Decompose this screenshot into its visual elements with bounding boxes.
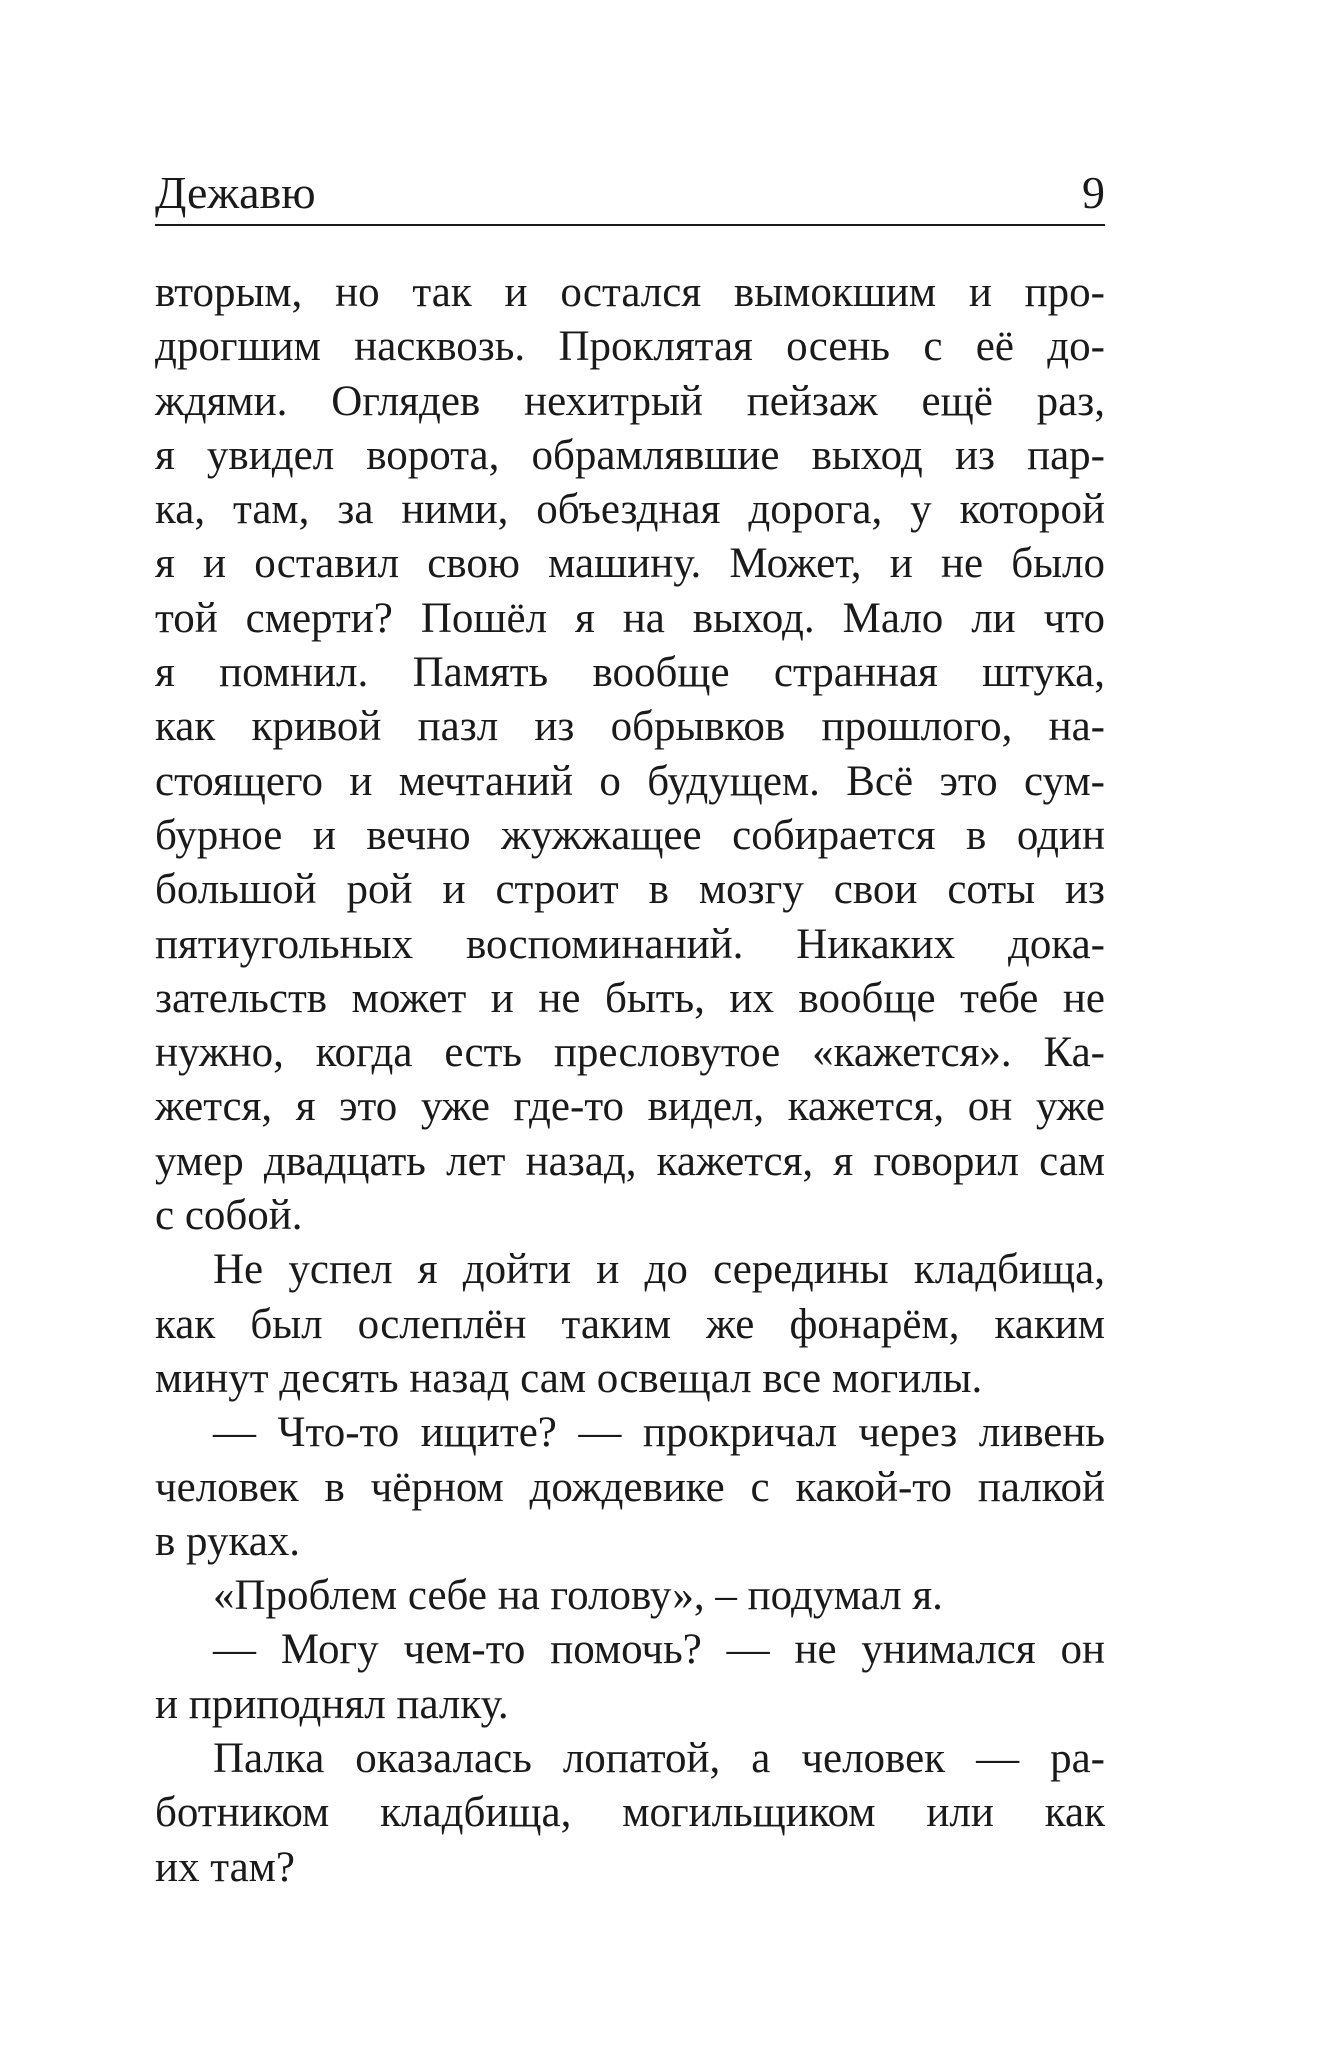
text-line: я и оставил свою машину. Может, и не было <box>155 540 1105 588</box>
text-line: их там? <box>155 1843 295 1891</box>
text-line: как был ослеплён таким же фонарём, каким <box>155 1300 1105 1348</box>
text-line: Не успел я дойти и до середины кладбища, <box>213 1246 1105 1294</box>
paragraph <box>155 1732 1105 1895</box>
text-line: в руках. <box>155 1517 301 1565</box>
text-line: — Что-то ищите? — прокричал через ливень <box>213 1409 1105 1457</box>
paragraph <box>155 1243 1105 1406</box>
text-line: ботником кладбища, могильщиком или как <box>155 1789 1105 1837</box>
text-line: — Могу чем-то помочь? — не унимался он <box>213 1626 1105 1674</box>
book-page <box>155 167 1105 1895</box>
text-line: вторым, но так и остался вымокшим и про- <box>155 269 1105 316</box>
text-line: нужно, когда есть пресловутое «кажется». Ка- <box>155 1029 1105 1077</box>
text-line: той смерти? Пошёл я на выход. Мало ли что <box>155 594 1105 642</box>
text-line: Палка оказалась лопатой, а человек — ра- <box>213 1735 1105 1783</box>
text-line: зательств может и не быть, их вообще тебе не <box>155 974 1105 1022</box>
text-line: жется, я это уже где-то видел, кажется, он уже <box>155 1083 1105 1131</box>
text-line: как кривой пазл из обрывков прошлого, на- <box>155 703 1105 751</box>
text-line: пятиугольных воспоминаний. Никаких дока- <box>155 920 1105 968</box>
paragraph <box>155 1623 1105 1732</box>
text-line: дрогшим насквозь. Проклятая осень с её до- <box>155 323 1105 371</box>
text-line: большой рой и строит в мозгу свои соты из <box>155 866 1105 914</box>
text-line: ка, там, за ними, объездная дорога, у которой <box>155 486 1105 534</box>
text-line: минут десять назад сам освещал все могилы. <box>155 1354 983 1402</box>
text-line: я помнил. Память вообще странная штука, <box>155 649 1105 697</box>
text-line: ждями. Оглядев нехитрый пейзаж ещё раз, <box>155 377 1105 425</box>
paragraph <box>155 266 1105 1243</box>
text-line: я увидел ворота, обрамлявшие выход из пар- <box>155 431 1105 479</box>
running-title: Дежавю <box>155 167 316 218</box>
paragraph <box>155 1569 1105 1623</box>
body-text <box>155 266 1105 1895</box>
running-header <box>155 167 1105 226</box>
text-line: бурное и вечно жужжащее собирается в один <box>155 811 1105 859</box>
page-number: 9 <box>1082 167 1105 218</box>
text-line: «Проблем себе на голову», – подумал я. <box>213 1572 943 1620</box>
text-line: стоящего и мечтаний о будущем. Всё это сум- <box>155 757 1105 805</box>
text-line: умер двадцать лет назад, кажется, я говорил сам <box>155 1137 1105 1185</box>
text-line: с собой. <box>155 1192 303 1240</box>
text-line: и приподнял палку. <box>155 1680 509 1728</box>
paragraph <box>155 1406 1105 1569</box>
text-line: человек в чёрном дождевике с какой-то палкой <box>155 1463 1105 1511</box>
